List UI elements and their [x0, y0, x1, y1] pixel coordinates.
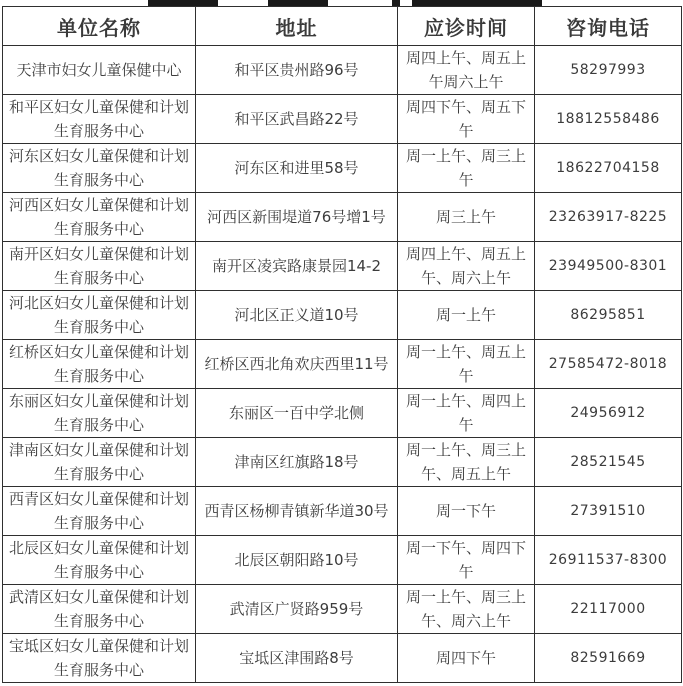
hours-cell: 周四下午、周五下午 [398, 95, 535, 144]
address-cell: 北辰区朝阳路10号 [196, 536, 398, 585]
unit-name-cell: 北辰区妇女儿童保健和计划生育服务中心 [3, 536, 196, 585]
hours-cell: 周一上午、周三上午 [398, 144, 535, 193]
table-row [3, 389, 682, 438]
phone-cell: 27391510 [535, 487, 682, 536]
hours-cell: 周一上午、周三上午、周五上午 [398, 438, 535, 487]
table-header-row [3, 7, 682, 46]
unit-name-cell: 东丽区妇女儿童保健和计划生育服务中心 [3, 389, 196, 438]
unit-name-cell: 和平区妇女儿童保健和计划生育服务中心 [3, 95, 196, 144]
unit-name-cell: 武清区妇女儿童保健和计划生育服务中心 [3, 585, 196, 634]
hours-cell: 周一上午、周四上午 [398, 389, 535, 438]
table-row [3, 95, 682, 144]
phone-cell: 28521545 [535, 438, 682, 487]
address-cell: 红桥区西北角欢庆西里11号 [196, 340, 398, 389]
table-row [3, 585, 682, 634]
hours-cell: 周四上午、周五上午周六上午 [398, 46, 535, 95]
hours-cell: 周一上午、周五上午 [398, 340, 535, 389]
hours-cell: 周一上午、周三上午、周六上午 [398, 585, 535, 634]
hours-cell: 周四上午、周五上午、周六上午 [398, 242, 535, 291]
table-row [3, 144, 682, 193]
address-cell: 津南区红旗路18号 [196, 438, 398, 487]
address-cell: 河东区和进里58号 [196, 144, 398, 193]
hours-cell: 周四下午 [398, 634, 535, 683]
header-unit-name: 单位名称 [3, 7, 196, 46]
table-row [3, 242, 682, 291]
phone-cell: 18812558486 [535, 95, 682, 144]
unit-name-cell: 津南区妇女儿童保健和计划生育服务中心 [3, 438, 196, 487]
phone-cell: 27585472-8018 [535, 340, 682, 389]
phone-cell: 18622704158 [535, 144, 682, 193]
header-phone: 咨询电话 [535, 7, 682, 46]
header-clinic-hours: 应诊时间 [398, 7, 535, 46]
unit-name-cell: 红桥区妇女儿童保健和计划生育服务中心 [3, 340, 196, 389]
phone-cell: 26911537-8300 [535, 536, 682, 585]
hours-cell: 周一下午 [398, 487, 535, 536]
table-row [3, 291, 682, 340]
header-address: 地址 [196, 7, 398, 46]
address-cell: 河北区正义道10号 [196, 291, 398, 340]
table-row [3, 46, 682, 95]
phone-cell: 58297993 [535, 46, 682, 95]
address-cell: 西青区杨柳青镇新华道30号 [196, 487, 398, 536]
address-cell: 宝坻区津围路8号 [196, 634, 398, 683]
table-row [3, 634, 682, 683]
phone-cell: 24956912 [535, 389, 682, 438]
phone-cell: 23949500-8301 [535, 242, 682, 291]
phone-cell: 22117000 [535, 585, 682, 634]
unit-name-cell: 宝坻区妇女儿童保健和计划生育服务中心 [3, 634, 196, 683]
table-row [3, 340, 682, 389]
unit-name-cell: 河西区妇女儿童保健和计划生育服务中心 [3, 193, 196, 242]
table-row [3, 487, 682, 536]
unit-name-cell: 西青区妇女儿童保健和计划生育服务中心 [3, 487, 196, 536]
unit-name-cell: 南开区妇女儿童保健和计划生育服务中心 [3, 242, 196, 291]
table-row [3, 193, 682, 242]
unit-name-cell: 天津市妇女儿童保健中心 [3, 46, 196, 95]
hours-cell: 周三上午 [398, 193, 535, 242]
unit-name-cell: 河北区妇女儿童保健和计划生育服务中心 [3, 291, 196, 340]
address-cell: 东丽区一百中学北侧 [196, 389, 398, 438]
table-row [3, 438, 682, 487]
phone-cell: 86295851 [535, 291, 682, 340]
table-row [3, 536, 682, 585]
clinic-table [2, 6, 682, 683]
hours-cell: 周一上午 [398, 291, 535, 340]
unit-name-cell: 河东区妇女儿童保健和计划生育服务中心 [3, 144, 196, 193]
address-cell: 和平区贵州路96号 [196, 46, 398, 95]
phone-cell: 23263917-8225 [535, 193, 682, 242]
address-cell: 南开区凌宾路康景园14-2 [196, 242, 398, 291]
hours-cell: 周一下午、周四下午 [398, 536, 535, 585]
address-cell: 武清区广贤路959号 [196, 585, 398, 634]
address-cell: 河西区新围堤道76号增1号 [196, 193, 398, 242]
phone-cell: 82591669 [535, 634, 682, 683]
address-cell: 和平区武昌路22号 [196, 95, 398, 144]
